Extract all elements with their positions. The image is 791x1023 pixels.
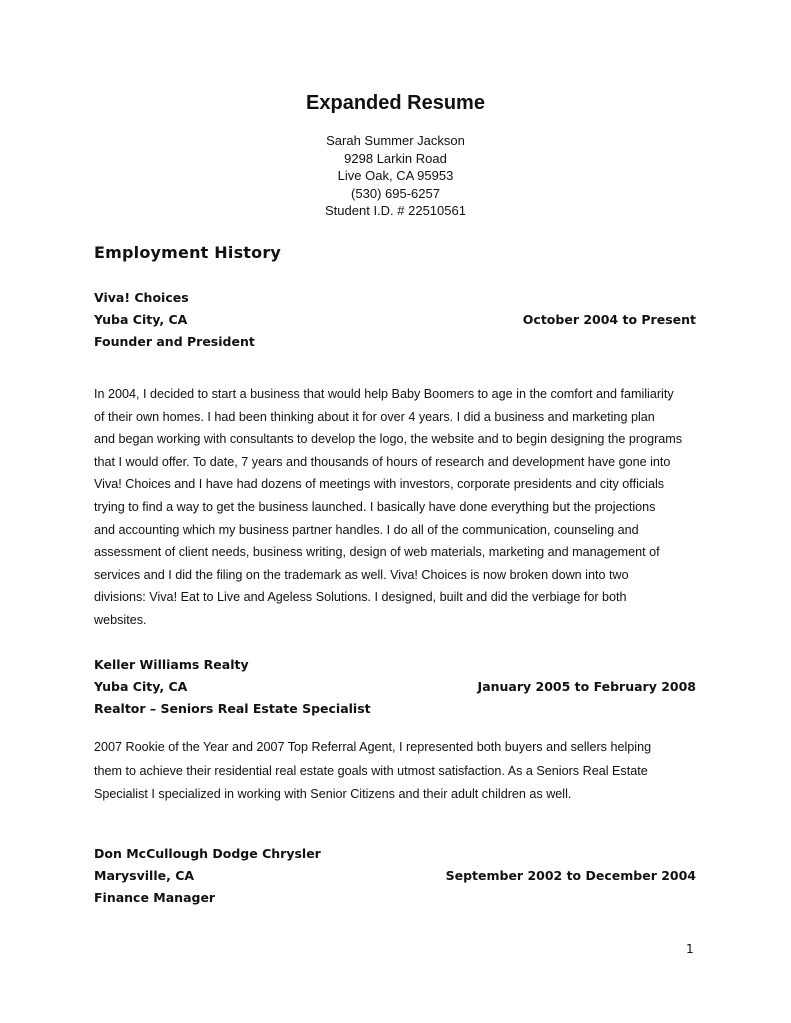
contact-city: Live Oak, CA 95953 bbox=[337, 168, 454, 184]
contact-phone: (530) 695-6257 bbox=[351, 185, 440, 201]
description-line: and began working with consultants to develop the logo, the website and to begin designing the programs bbox=[94, 432, 683, 447]
contact-student-id: Student I.D. # 22510561 bbox=[325, 203, 466, 219]
job-location-row bbox=[94, 868, 696, 883]
job-role: Realtor – Seniors Real Estate Specialist bbox=[94, 701, 371, 716]
job-company: Keller Williams Realty bbox=[94, 657, 249, 672]
job-dates: January 2005 to February 2008 bbox=[477, 679, 696, 694]
job-location-row bbox=[94, 312, 696, 327]
description-line: divisions: Viva! Eat to Live and Ageless Solutions. I designed, built and did the verbiage for both bbox=[94, 590, 627, 605]
section-heading: Employment History bbox=[94, 243, 282, 262]
description-line: trying to find a way to get the business launched. I basically have done everything but the projections bbox=[94, 499, 656, 514]
contact-name: Sarah Summer Jackson bbox=[326, 133, 465, 148]
description-line: websites. bbox=[94, 612, 147, 627]
job-description bbox=[94, 736, 704, 807]
contact-street: 9298 Larkin Road bbox=[344, 150, 447, 166]
description-line: services and I did the filing on the trademark as well. Viva! Choices is now broken down into two bbox=[94, 567, 629, 582]
job-description bbox=[94, 383, 704, 632]
description-line: Specialist I specialized in working with Senior Citizens and their adult children as well. bbox=[94, 787, 572, 801]
description-line: that I would offer. To date, 7 years and thousands of hours of research and development have gone into bbox=[94, 454, 671, 469]
job-location-row bbox=[94, 679, 696, 694]
description-line: 2007 Rookie of the Year and 2007 Top Referral Agent, I represented both buyers and sellers helping bbox=[94, 740, 652, 754]
contact-block bbox=[0, 132, 791, 220]
job-location: Yuba City, CA bbox=[94, 679, 188, 694]
description-line: assessment of client needs, business writing, design of web materials, marketing and management of bbox=[94, 545, 660, 560]
description-line: and accounting which my business partner handles. I do all of the communication, counseling and bbox=[94, 522, 639, 537]
job-location: Marysville, CA bbox=[94, 868, 195, 883]
description-line: Viva! Choices and I have had dozens of meetings with investors, corporate presidents and city officials bbox=[94, 477, 665, 492]
job-role: Founder and President bbox=[94, 334, 255, 349]
job-company: Viva! Choices bbox=[94, 290, 189, 305]
description-line: In 2004, I decided to start a business that would help Baby Boomers to age in the comfort and familiarity bbox=[94, 387, 674, 401]
description-line: of their own homes. I had been thinking about it for over 4 years. I did a business and marketing plan bbox=[94, 409, 655, 424]
job-role: Finance Manager bbox=[94, 890, 216, 905]
job-company: Don McCullough Dodge Chrysler bbox=[94, 846, 321, 861]
job-location: Yuba City, CA bbox=[94, 312, 188, 327]
job-dates: October 2004 to Present bbox=[522, 312, 696, 327]
page-number: 1 bbox=[686, 942, 694, 956]
document-title: Expanded Resume bbox=[306, 92, 485, 114]
description-line: them to achieve their residential real estate goals with utmost satisfaction. As a Seniors Real Estate bbox=[94, 763, 648, 778]
job-dates: September 2002 to December 2004 bbox=[445, 868, 696, 883]
